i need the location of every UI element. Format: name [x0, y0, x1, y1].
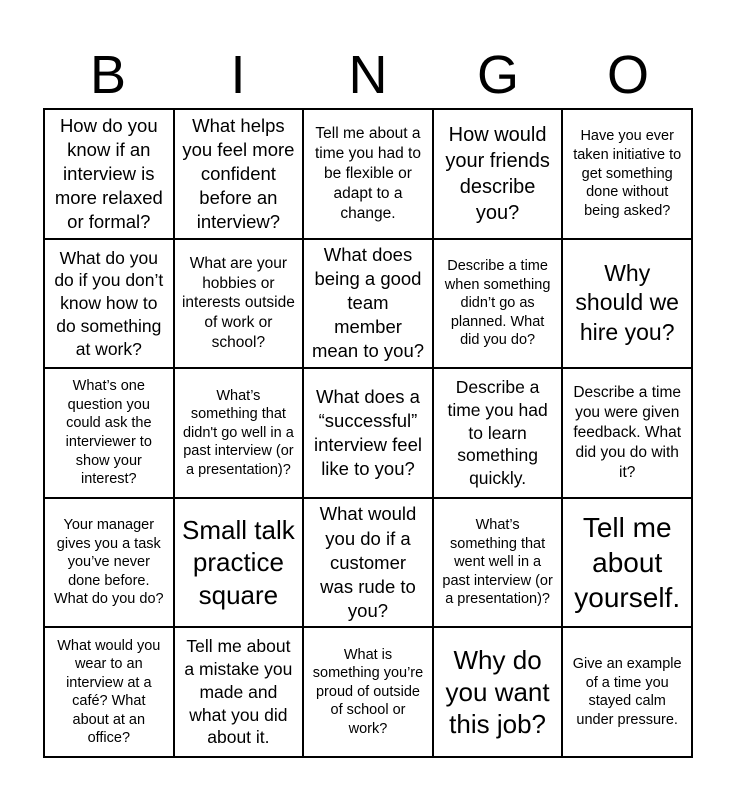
bingo-cell-r2c3[interactable]: [303, 239, 433, 369]
bingo-cell-r5c5[interactable]: [562, 627, 692, 757]
bingo-cell-r5c1[interactable]: [44, 627, 174, 757]
bingo-cell-r3c1[interactable]: [44, 368, 174, 498]
bingo-cell-text: Have you ever taken initiative to get something done without being asked?: [573, 128, 682, 219]
bingo-cell-r4c3[interactable]: [303, 498, 433, 628]
bingo-cell-r2c5[interactable]: [562, 239, 692, 369]
bingo-cell-r5c2[interactable]: [174, 627, 304, 757]
bingo-cell-text: Tell me about a mistake you made and what you did about it.: [184, 636, 293, 748]
header-letter-o: O: [606, 45, 649, 105]
bingo-cell-text: Why do you want this job?: [445, 644, 550, 740]
bingo-cell-text: What’s something that went well in a past interview (or a presentation)?: [442, 517, 553, 608]
bingo-cell-text: Tell me about yourself.: [574, 512, 681, 614]
bingo-cell-r1c3[interactable]: [303, 109, 433, 239]
bingo-cell-text: Describe a time when something didn’t go as planned. What did you do?: [444, 258, 551, 349]
bingo-cell-text: What’s something that didn't go well in a past interview (or a presentation)?: [182, 387, 294, 478]
bingo-cell-r3c4[interactable]: [433, 368, 563, 498]
bingo-cell-text: Tell me about a time you had to be flexible or adapt to a change.: [315, 125, 421, 222]
bingo-cell-r1c4[interactable]: [433, 109, 563, 239]
bingo-cell-text: What does being a good team member mean to you?: [311, 244, 425, 362]
bingo-cell-r4c2[interactable]: [174, 498, 304, 628]
bingo-cell-text: Describe a time you had to learn something quickly.: [447, 377, 548, 489]
bingo-cell-r3c3[interactable]: [303, 368, 433, 498]
header-letter-n: N: [348, 45, 388, 105]
header-letter-i: I: [230, 45, 246, 105]
bingo-cell-text: Why should we hire you?: [575, 259, 679, 346]
bingo-cell-r4c5[interactable]: [562, 498, 692, 628]
bingo-cell-r4c1[interactable]: [44, 498, 174, 628]
bingo-cell-text: What would you do if a customer was rude to you?: [319, 503, 417, 621]
bingo-cell-r1c2[interactable]: [174, 109, 304, 239]
bingo-cell-text: What does a “successful” interview feel like to you?: [314, 385, 422, 480]
bingo-cell-r5c4[interactable]: [433, 627, 563, 757]
bingo-cell-text: How would your friends describe you?: [445, 123, 550, 224]
bingo-cell-r2c1[interactable]: [44, 239, 174, 369]
header-letter-b: B: [89, 45, 127, 105]
bingo-cell-text: How do you know if an interview is more relaxed or formal?: [54, 114, 163, 232]
bingo-cell-r3c5[interactable]: [562, 368, 692, 498]
bingo-cell-text: Small talk practice square: [182, 515, 295, 610]
bingo-header: [43, 44, 693, 106]
bingo-cell-r5c3[interactable]: [303, 627, 433, 757]
bingo-cell-text: What would you wear to an interview at a café? What about at an office?: [57, 637, 161, 747]
bingo-cell-r4c4[interactable]: [433, 498, 563, 628]
bingo-cell-text: What helps you feel more confident before an interview?: [182, 114, 295, 232]
bingo-cell-text: What are your hobbies or interests outside of work or school?: [181, 254, 295, 352]
bingo-cell-r2c2[interactable]: [174, 239, 304, 369]
bingo-cell-text: What’s one question you could ask the interviewer to show your interest?: [65, 378, 152, 488]
bingo-cell-r3c2[interactable]: [174, 368, 304, 498]
bingo-cell-text: What is something you’re proud of outside of school or work?: [312, 646, 424, 738]
bingo-cell-text: Give an example of a time you stayed calm under pressure.: [572, 656, 682, 728]
bingo-cell-text: Your manager gives you a task you’ve never done before. What do you do?: [53, 517, 164, 608]
bingo-board: [43, 108, 693, 758]
bingo-cell-text: Describe a time you were given feedback. What did you do with it?: [573, 384, 682, 481]
bingo-cell-r2c4[interactable]: [433, 239, 563, 369]
bingo-cell-r1c1[interactable]: [44, 109, 174, 239]
bingo-cell-r1c5[interactable]: [562, 109, 692, 239]
header-letter-g: G: [476, 45, 519, 105]
bingo-cell-text: What do you do if you don’t know how to do something at work?: [54, 247, 164, 359]
